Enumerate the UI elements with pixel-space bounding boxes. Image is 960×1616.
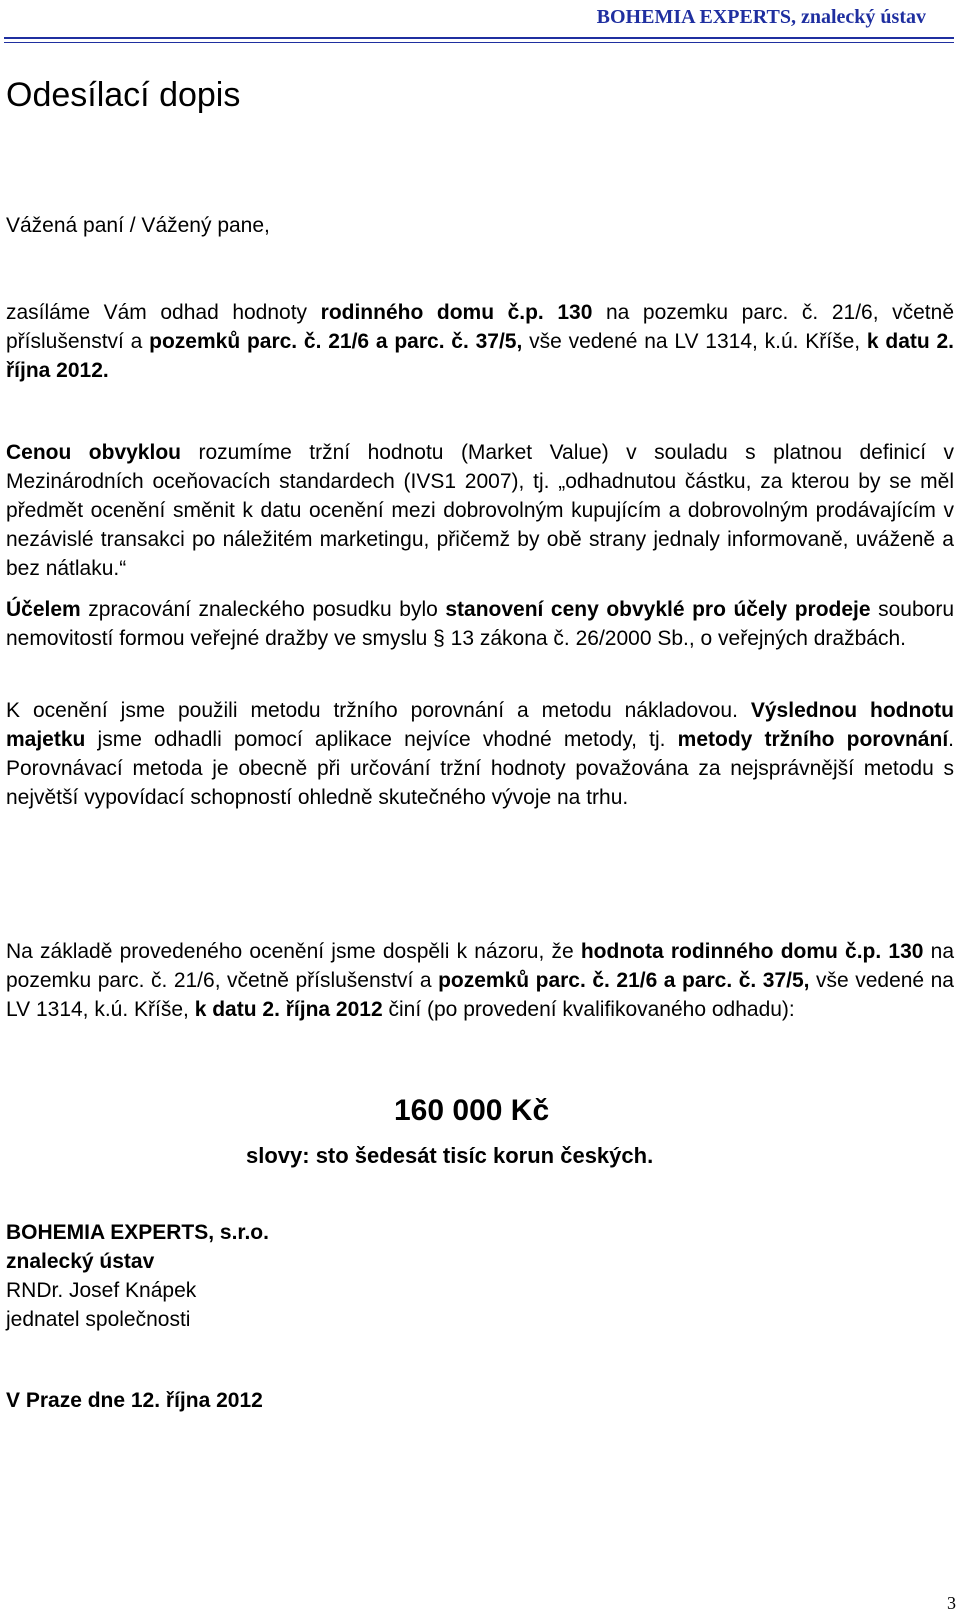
- text-run: na pozemku parc. č. 21/6, včetně příslušenství a: [6, 301, 954, 353]
- bold-text-run: Účelem: [6, 598, 81, 621]
- bold-text-run: pozemků parc. č. 21/6 a parc. č. 37/5,: [438, 969, 810, 992]
- text-run: vše vedené na LV 1314, k.ú. Kříše,: [6, 969, 954, 1021]
- bold-text-run: k datu 2. října 2012.: [6, 330, 955, 382]
- paragraph-text: [6, 438, 954, 583]
- signature-subtitle: znalecký ústav: [6, 1250, 155, 1273]
- paragraph-text: [6, 595, 954, 653]
- salutation-text: Vážená paní / Vážený pane,: [6, 214, 270, 237]
- valuation-amount-words: slovy: sto šedesát tisíc korun českých.: [246, 1143, 654, 1168]
- paragraph-purpose: [6, 595, 954, 653]
- paragraph-conclusion: [6, 937, 954, 1024]
- place-and-date: V Praze dne 12. října 2012: [6, 1389, 263, 1412]
- bold-text-run: hodnota rodinného domu č.p. 130: [580, 940, 924, 963]
- signature-block: [6, 1218, 269, 1334]
- page-title: Odesílací dopis: [6, 76, 241, 114]
- paragraph-text: [6, 298, 954, 385]
- text-run: činí (po provedení kvalifikovaného odhadu):: [382, 998, 795, 1021]
- text-run: K ocenění jsme použili metodu tržního porovnání a metodu nákladovou.: [6, 699, 751, 722]
- bold-text-run: k datu 2. října 2012: [194, 998, 383, 1021]
- paragraph-text: [6, 937, 954, 1024]
- bold-text-run: stanovení ceny obvyklé pro účely prodeje: [445, 598, 871, 621]
- bold-text-run: rodinného domu č.p. 130: [320, 301, 593, 324]
- text-run: . Porovnávací metoda je obecně při určování tržní hodnoty považována za nejsprávnější metodu s největší vypovídací schopností ohledně skutečného vývoje na trhu.: [6, 728, 954, 809]
- paragraph-estimate-subject: [6, 298, 954, 385]
- bold-text-run: Cenou obvyklou: [6, 441, 181, 464]
- text-run: na pozemku parc. č. 21/6, včetně příslušenství a: [6, 940, 954, 992]
- signature-name: RNDr. Josef Knápek: [6, 1279, 197, 1302]
- text-run: rozumíme tržní hodnotu (Market Value) v souladu s platnou definicí v Mezinárodních oceňovacích standardech (IVS1 2007), tj. „odhadnutou částku, za kterou by se měl předmět ocenění směnit k datu ocenění mezi dobrovolným kupujícím a dobrovolným prodávajícím v nezávislé transakci po náležitém marketingu, přičemž by obě strany jednaly informovaně, uváženě a bez nátlaku.“: [6, 441, 954, 580]
- salutation: [6, 211, 954, 240]
- text-run: vše vedené na LV 1314, k.ú. Kříše,: [522, 330, 867, 353]
- paragraph-methods: [6, 696, 954, 812]
- text-run: zasíláme Vám odhad hodnoty: [6, 301, 321, 324]
- signature-company: BOHEMIA EXPERTS, s.r.o.: [6, 1221, 269, 1244]
- bold-text-run: Výslednou hodnotu majetku: [6, 699, 954, 751]
- header-company: BOHEMIA EXPERTS, znalecký ústav: [596, 6, 926, 28]
- text-run: zpracování znaleckého posudku bylo: [80, 598, 446, 621]
- signature-role: jednatel společnosti: [6, 1308, 191, 1331]
- header-rule: [4, 37, 954, 43]
- paragraph-text: [6, 696, 954, 812]
- bold-text-run: pozemků parc. č. 21/6 a parc. č. 37/5,: [149, 330, 523, 353]
- text-run: souboru nemovitostí formou veřejné dražby ve smyslu § 13 zákona č. 26/2000 Sb., o veřejných dražbách.: [6, 598, 954, 650]
- paragraph-market-value-definition: [6, 438, 954, 583]
- text-run: jsme odhadli pomocí aplikace nejvíce vhodné metody, tj.: [85, 728, 678, 751]
- valuation-amount: 160 000 Kč: [394, 1094, 550, 1127]
- page-number: 3: [947, 1593, 956, 1613]
- text-run: Na základě provedeného ocenění jsme dospěli k názoru, že: [6, 940, 581, 963]
- bold-text-run: metody tržního porovnání: [677, 728, 949, 751]
